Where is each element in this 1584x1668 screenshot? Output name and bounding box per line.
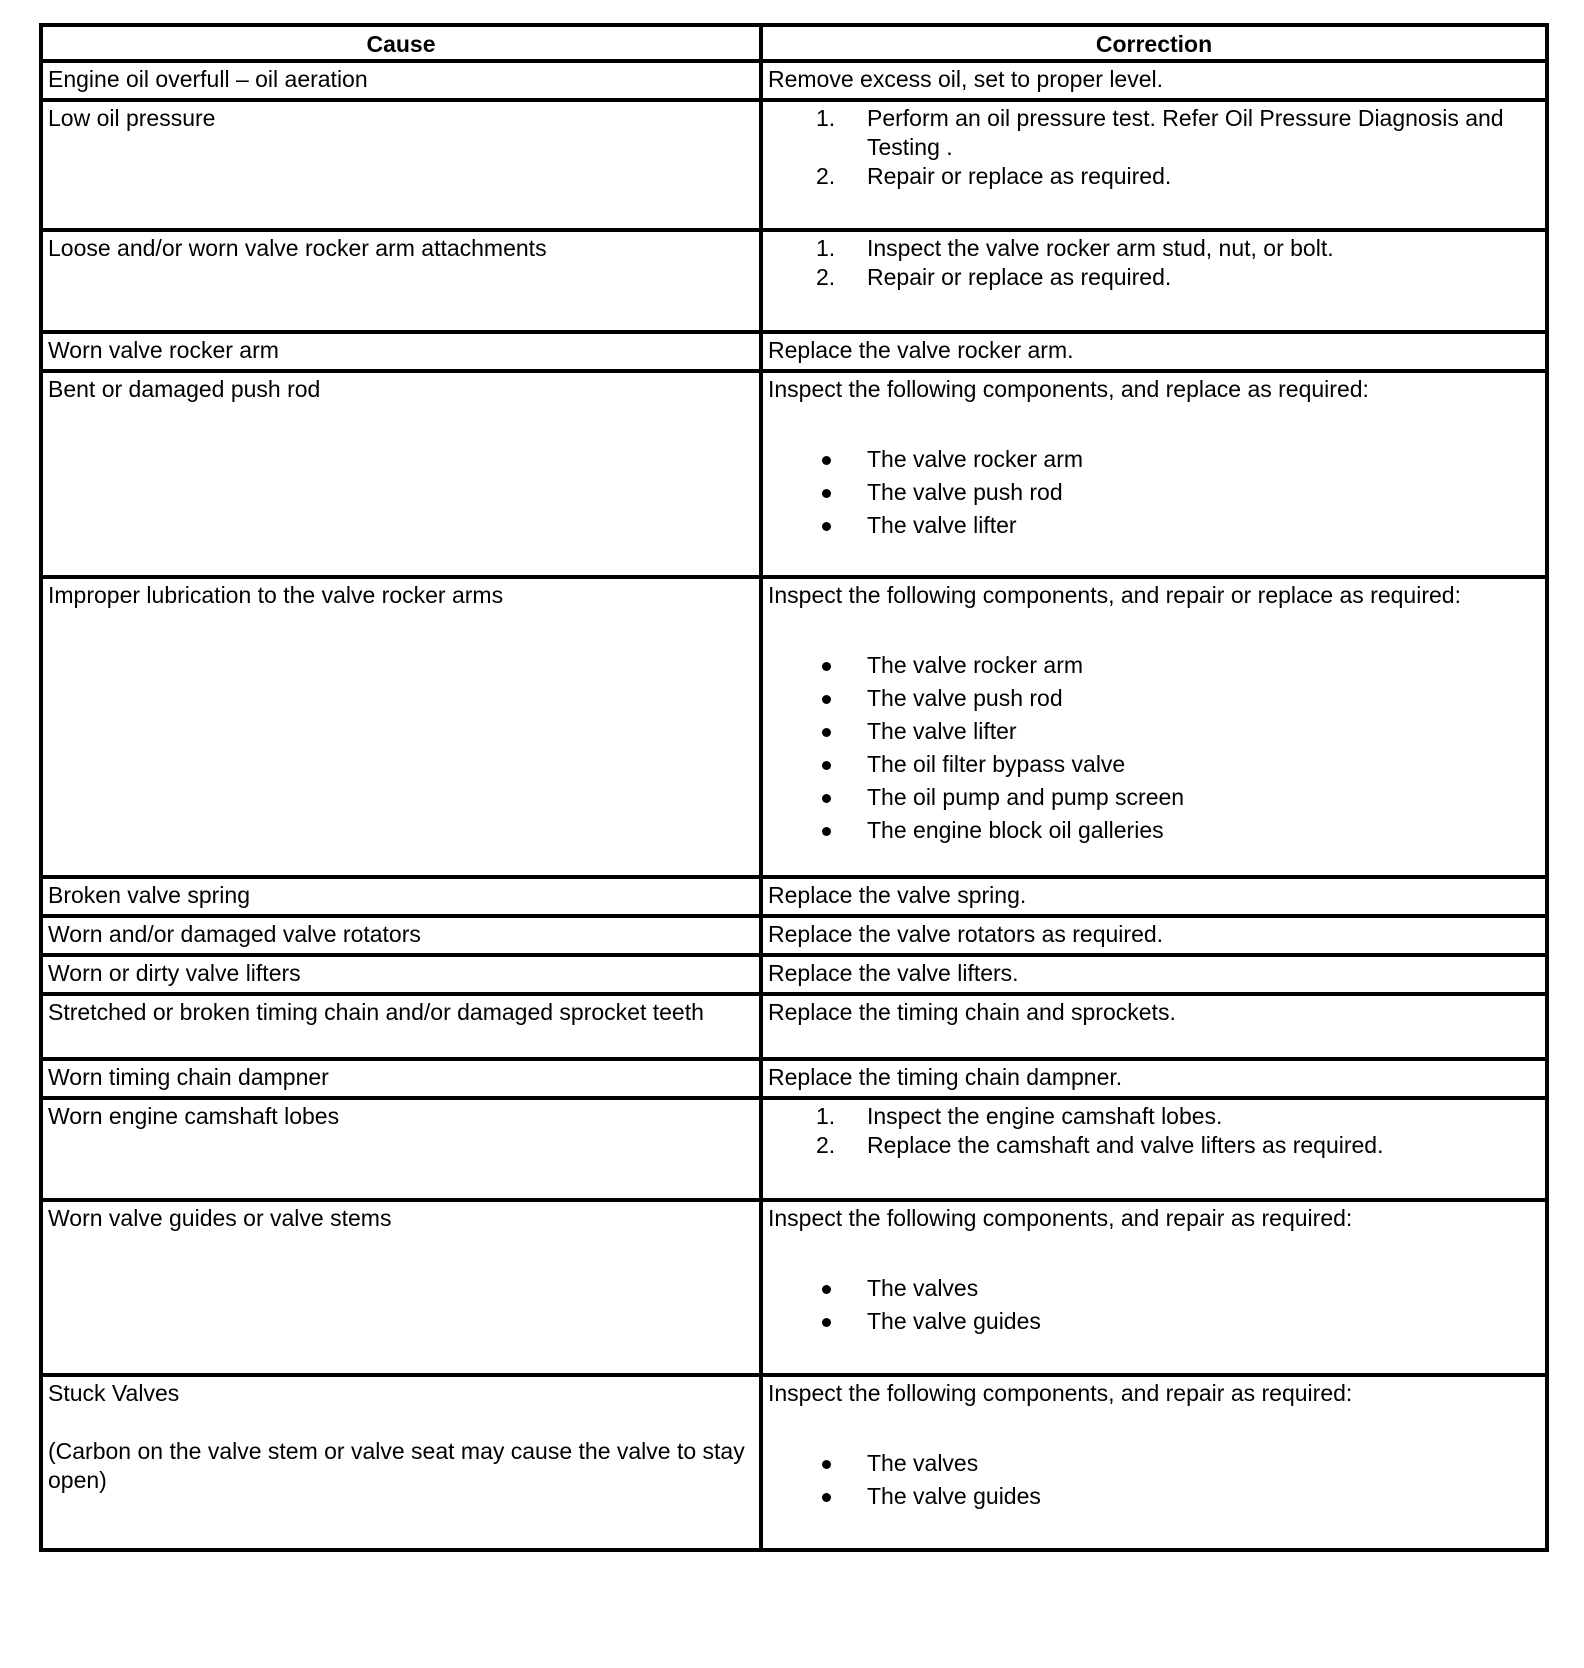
correction-cell [761, 371, 1547, 577]
step-text: Perform an oil pressure test. Refer Oil Pressure Diagnosis and Testing . [867, 105, 1504, 160]
correction-text: Inspect the following components, and repair as required: [768, 1380, 1353, 1406]
bullet-text: The valve push rod [867, 685, 1063, 711]
step-text: Inspect the valve rocker arm stud, nut, or bolt. [867, 235, 1334, 261]
cause-text: Stuck Valves [48, 1380, 180, 1406]
cause-cell [41, 994, 761, 1059]
bullet-item [768, 1447, 1540, 1480]
cause-note: (Carbon on the valve stem or valve seat may cause the valve to stay open) [48, 1438, 745, 1493]
table-row [41, 1200, 1547, 1375]
bullet-item [768, 1305, 1540, 1338]
table-header-row [41, 25, 1547, 61]
cause-cell [41, 230, 761, 332]
correction-cell [761, 916, 1547, 955]
step-item [768, 162, 1540, 191]
cause-cell [41, 100, 761, 230]
correction-cell [761, 230, 1547, 332]
table-row [41, 61, 1547, 100]
cause-text: Engine oil overfull – oil aeration [48, 66, 368, 92]
diagnosis-table [39, 23, 1549, 1552]
step-number: 1. [816, 1103, 836, 1129]
table-row [41, 332, 1547, 371]
bullet-text: The valve guides [867, 1483, 1041, 1509]
bullet-item [768, 509, 1540, 542]
step-item [768, 1131, 1540, 1160]
bullet-icon [822, 1318, 831, 1327]
header-correction: Correction [761, 25, 1547, 61]
correction-cell [761, 61, 1547, 100]
cause-cell [41, 61, 761, 100]
cause-text: Bent or damaged push rod [48, 376, 321, 402]
correction-cell [761, 994, 1547, 1059]
table-row [41, 1059, 1547, 1098]
cause-cell [41, 1059, 761, 1098]
bullet-list [768, 1272, 1540, 1338]
cause-text: Worn timing chain dampner [48, 1064, 329, 1090]
cause-text: Loose and/or worn valve rocker arm attachments [48, 235, 547, 261]
bullet-icon [822, 827, 831, 836]
step-item [768, 263, 1540, 292]
step-number: 1. [816, 235, 836, 261]
bullet-item [768, 682, 1540, 715]
cause-text: Low oil pressure [48, 105, 216, 131]
step-item [768, 1102, 1540, 1131]
correction-cell [761, 332, 1547, 371]
correction-cell [761, 1200, 1547, 1375]
table-row [41, 230, 1547, 332]
bullet-icon [822, 761, 831, 770]
bullet-icon [822, 695, 831, 704]
numbered-steps [768, 1102, 1540, 1160]
cause-text: Broken valve spring [48, 882, 250, 908]
correction-text: Replace the valve lifters. [768, 960, 1019, 986]
bullet-icon [822, 1460, 831, 1469]
step-number: 2. [816, 1132, 836, 1158]
bullet-text: The valves [867, 1275, 979, 1301]
correction-text: Inspect the following components, and replace as required: [768, 376, 1369, 402]
correction-cell [761, 100, 1547, 230]
bullet-list [768, 1447, 1540, 1513]
bullet-icon [822, 1285, 831, 1294]
bullet-list [768, 443, 1540, 542]
bullet-icon [822, 794, 831, 803]
step-item [768, 104, 1540, 162]
cause-cell [41, 1200, 761, 1375]
correction-text: Inspect the following components, and repair or replace as required: [768, 582, 1461, 608]
bullet-item [768, 1480, 1540, 1513]
cause-text: Worn valve guides or valve stems [48, 1205, 392, 1231]
correction-text: Replace the valve rotators as required. [768, 921, 1164, 947]
table-body [41, 61, 1547, 1550]
table-row [41, 577, 1547, 877]
bullet-text: The valve rocker arm [867, 446, 1084, 472]
bullet-icon [822, 489, 831, 498]
cause-cell [41, 1098, 761, 1200]
bullet-icon [822, 728, 831, 737]
step-number: 2. [816, 163, 836, 189]
step-number: 1. [816, 105, 836, 131]
correction-text: Replace the timing chain dampner. [768, 1064, 1123, 1090]
cause-text: Improper lubrication to the valve rocker arms [48, 582, 504, 608]
bullet-item [768, 1272, 1540, 1305]
table-row [41, 916, 1547, 955]
step-text: Repair or replace as required. [867, 264, 1172, 290]
cause-text: Worn valve rocker arm [48, 337, 279, 363]
correction-cell [761, 877, 1547, 916]
cause-cell [41, 1375, 761, 1550]
step-text: Replace the camshaft and valve lifters as required. [867, 1132, 1384, 1158]
table-row [41, 877, 1547, 916]
table-row [41, 994, 1547, 1059]
bullet-item [768, 715, 1540, 748]
table-row [41, 100, 1547, 230]
step-number: 2. [816, 264, 836, 290]
cause-cell [41, 877, 761, 916]
correction-cell [761, 1098, 1547, 1200]
cause-cell [41, 577, 761, 877]
bullet-text: The valve lifter [867, 718, 1017, 744]
bullet-item [768, 443, 1540, 476]
bullet-text: The oil filter bypass valve [867, 751, 1126, 777]
bullet-text: The valve guides [867, 1308, 1041, 1334]
bullet-item [768, 814, 1540, 847]
bullet-icon [822, 662, 831, 671]
bullet-item [768, 781, 1540, 814]
cause-cell [41, 332, 761, 371]
bullet-icon [822, 1493, 831, 1502]
correction-cell [761, 1059, 1547, 1098]
cause-cell [41, 955, 761, 994]
correction-cell [761, 955, 1547, 994]
cause-text: Stretched or broken timing chain and/or damaged sprocket teeth [48, 999, 704, 1025]
cause-text: Worn and/or damaged valve rotators [48, 921, 421, 947]
correction-text: Replace the timing chain and sprockets. [768, 999, 1176, 1025]
cause-text: Worn or dirty valve lifters [48, 960, 301, 986]
bullet-text: The oil pump and pump screen [867, 784, 1185, 810]
numbered-steps [768, 104, 1540, 191]
step-item [768, 234, 1540, 263]
bullet-text: The valve rocker arm [867, 652, 1084, 678]
correction-text: Replace the valve spring. [768, 882, 1027, 908]
bullet-icon [822, 522, 831, 531]
numbered-steps [768, 234, 1540, 292]
bullet-text: The valves [867, 1450, 979, 1476]
correction-text: Replace the valve rocker arm. [768, 337, 1074, 363]
bullet-item [768, 649, 1540, 682]
correction-cell [761, 1375, 1547, 1550]
bullet-icon [822, 456, 831, 465]
correction-text: Inspect the following components, and repair as required: [768, 1205, 1353, 1231]
cause-cell [41, 916, 761, 955]
bullet-text: The valve push rod [867, 479, 1063, 505]
step-text: Repair or replace as required. [867, 163, 1172, 189]
bullet-item [768, 476, 1540, 509]
table-row [41, 371, 1547, 577]
bullet-text: The engine block oil galleries [867, 817, 1164, 843]
cause-cell [41, 371, 761, 577]
bullet-item [768, 748, 1540, 781]
table-row [41, 1098, 1547, 1200]
bullet-text: The valve lifter [867, 512, 1017, 538]
cause-text: Worn engine camshaft lobes [48, 1103, 340, 1129]
table-row [41, 1375, 1547, 1550]
step-text: Inspect the engine camshaft lobes. [867, 1103, 1223, 1129]
table-row [41, 955, 1547, 994]
correction-cell [761, 577, 1547, 877]
header-cause: Cause [41, 25, 761, 61]
correction-text: Remove excess oil, set to proper level. [768, 66, 1164, 92]
bullet-list [768, 649, 1540, 847]
